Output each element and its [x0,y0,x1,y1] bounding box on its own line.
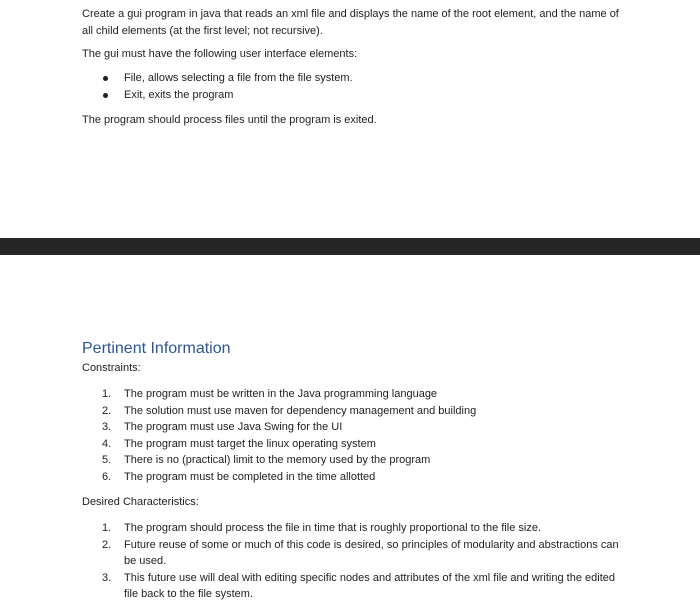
list-item-number: 3. [102,421,112,434]
list-item-text: The program must use Java Swing for the UI [124,421,343,434]
list-item-number: 1. [102,522,112,534]
list-item-number: 5. [102,454,112,467]
list-item-text: The program must be completed in the time allotted [124,470,376,483]
desired-characteristics-list [82,520,622,603]
list-item-number: 1. [102,388,112,400]
intro-paragraph: Create a gui program in java that reads an xml file and displays the name of the root element, and the name of all child elements (at the first level; not recursive). [82,8,619,37]
list-item-text: The program should process the file in time that is roughly proportional to the file size. [124,522,541,534]
list-item-number: 6. [102,470,112,483]
ui-elements-paragraph: The gui must have the following user interface elements: [82,48,358,60]
process-files-paragraph: The program should process files until the program is exited. [82,113,377,126]
list-item-text: The program must be written in the Java programming language [124,388,438,400]
list-item-number: 2. [102,404,112,417]
constraints-list [82,386,622,486]
list-item [82,419,622,436]
list-item-text: There is no (practical) limit to the memory used by the program [124,454,431,467]
bullet-icon [103,93,108,98]
page-break-divider [0,238,700,255]
list-item-number: 4. [102,437,112,450]
list-item [82,386,622,403]
ui-elements-list [82,70,622,104]
list-item [82,570,622,603]
list-item-text: This future use will deal with editing specific nodes and attributes of the xml file and writing the edited file back to the file system. [124,571,615,601]
constraints-label: Constraints: [82,362,141,374]
pertinent-information-heading: Pertinent Information [82,340,231,357]
bullet-icon [103,76,108,81]
list-item [82,520,622,537]
desired-characteristics-label: Desired Characteristics: [82,496,199,508]
list-item [82,469,622,486]
list-item-text: Exit, exits the program [124,88,234,101]
list-item-text: File, allows selecting a file from the file system. [124,71,353,84]
list-item [82,436,622,453]
intro-section [82,6,622,135]
list-item [82,452,622,469]
list-item [82,403,622,420]
list-item-text: The program must target the linux operating system [124,437,376,450]
list-item-text: Future reuse of some or much of this code is desired, so principles of modularity and abstractions can be used. [124,538,619,568]
list-item-text: The solution must use maven for dependency management and building [124,404,477,417]
list-item-number: 3. [102,571,112,584]
list-item [82,70,622,87]
list-item-number: 2. [102,538,112,551]
list-item [82,87,622,104]
list-item [82,537,622,570]
